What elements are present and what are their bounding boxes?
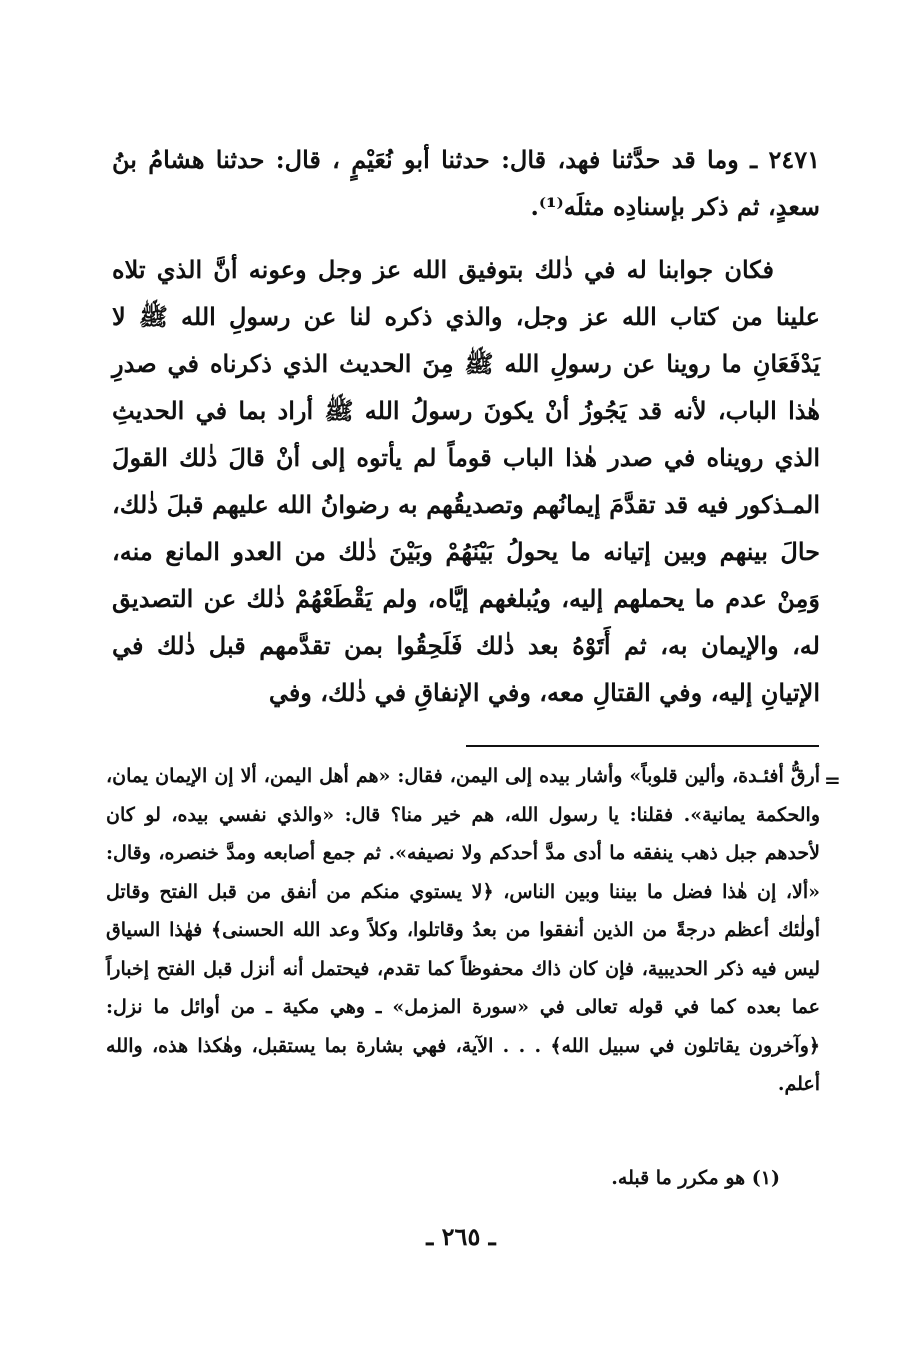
- main-paragraph-hadith-2471: ٢٤٧١ ـ وما قد حدَّثنا فهد، قال: حدثنا أبو نُعَيْمٍ ، قال: حدثنا هشامُ بنُ سعدٍ، ثم ذكر بإسنادِه مثلَه⁽¹⁾.: [112, 145, 820, 221]
- footnote-separator: [466, 745, 819, 747]
- footnote-1: (١) هو مكرر ما قبله.: [611, 1167, 780, 1189]
- main-paragraph-commentary: فكان جوابنا له في ذٰلك بتوفيق الله عز وجل وعونه أنَّ الذي تلاه علينا من كتاب الله عز وجل، والذي ذكره لنا عن رسولِ الله ﷺ لا يَدْفَعَانِ ما روينا عن رسولِ الله ﷺ مِنَ الحديث الذي ذكرناه في صدرِ هٰذا الباب، لأنه قد يَجُوزُ أنْ يكونَ رسولُ الله ﷺ أراد بما في الحديثِ الذي رويناه في صدر هٰذا الباب قوماً لم يأتوه إلى أنْ قالَ ذٰلك القولَ المـذكور فيه قد تقدَّمَ إيمانُهم وتصديقُهم به رضوانُ الله عليهم قبلَ ذٰلك، حالَ بينهم وبين إتيانه ما يحولُ بَيْنَهُمْ وبَيْنَ ذٰلك من العدو المانع منه، وَمِنْ عدم ما يحملهم إليه، ويُبلغهم إيَّاه، ولم يَقْطَعْهُمْ ذٰلك عن التصديق له، والإيمان به، ثم أَتَوْهُ بعد ذٰلك فَلَحِقُوا بمن تقدَّمهم قبل ذٰلك في الإتيانِ إليه، وفي القتالِ معه، وفي الإنفاقِ في ذٰلك، وفي: [112, 255, 820, 707]
- footnote-continued-text: أرقُّ أفئـدة، وألين قلوباً» وأشار بيده إلى اليمن، فقال: «هم أهل اليمن، ألا إن الإيمان يمان، والحكمة يمانية». فقلنا: يا رسول الله، هم خير منا؟ قال: «والذي نفسي بيده، لو كان لأحدهم جبل ذهب ينفقه ما أدى مدَّ أحدكم ولا نصيفه». ثم جمع أصابعه ومدَّ خنصره، وقال: «ألا، إن هٰذا فضل ما بيننا وبين الناس، ﴿لا يستوي منكم من أنفق من قبل الفتح وقاتل أولٰئك أعظم درجةً من الذين أنفقوا من بعدُ وقاتلوا، وكلاً وعد الله الحسنى﴾ فهٰذا السياق ليس فيه ذكر الحديبية، فإن كان ذاك محفوظاً كما تقدم، فيحتمل أنه أنزل قبل الفتح إخباراً عما بعده كما في قوله تعالى في «سورة المزمل» ـ وهي مكية ـ من أوائل ما نزل: ﴿وآخرون يقاتلون في سبيل الله﴾ . . . الآية، فهي بشارة بما يستقبل، وهٰكذا هذه، والله أعلم.: [106, 765, 820, 1095]
- page-number: ـ ٢٦٥ ـ: [426, 1222, 496, 1251]
- footnote-continuation-mark: =: [824, 768, 841, 792]
